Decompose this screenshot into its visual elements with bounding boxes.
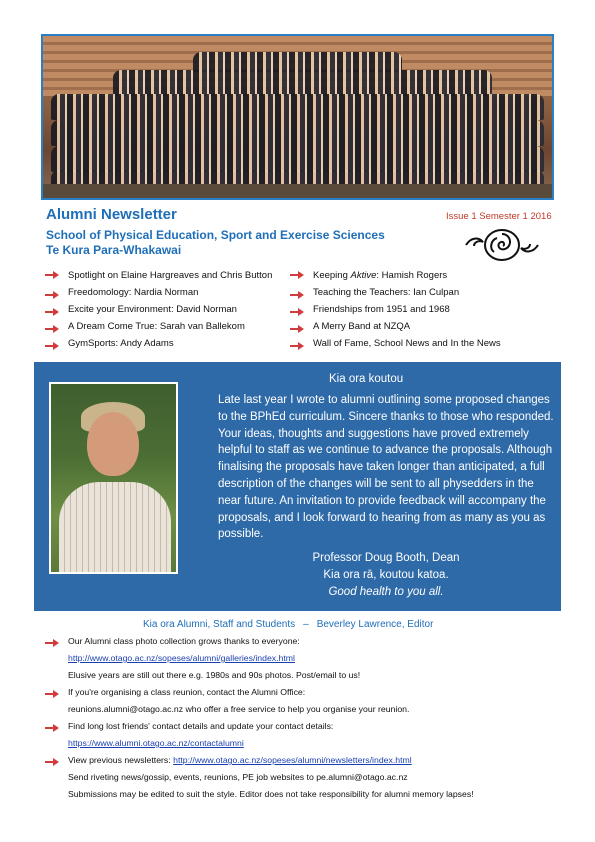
newsletter-title: Alumni Newsletter: [46, 206, 177, 223]
greeting: Kia ora koutou: [329, 373, 404, 385]
red-arrow-icon: [45, 341, 59, 351]
red-arrow-icon: [290, 270, 304, 280]
school-maori-name: Te Kura Para-Whakawai: [46, 243, 182, 257]
note-line: Submissions may be edited to suit the style. Editor does not take responsibility for alumni memory lapses!: [68, 789, 474, 799]
toc-item-keeping-aktive[interactable]: [313, 269, 447, 283]
dean-signature: Professor Doug Booth, Dean: [312, 552, 460, 564]
toc-suffix: : Hamish Rogers: [376, 270, 448, 281]
koru-logo-icon: [463, 228, 541, 262]
toc-item[interactable]: A Merry Band at NZQA: [313, 321, 411, 332]
newsletters-link[interactable]: http://www.otago.ac.nz/sopeses/alumni/newsletters/index.html: [173, 755, 412, 765]
dean-message-body: Late last year I wrote to alumni outlining some proposed changes to the BPhEd curriculum. Sincere thanks to those who responded. Your ideas, thoughts and suggestions have proved extremely helpful to staff as we continue to advance the proposals. Although finalising the proposals have taken longer than anticipated, a full description of the changes will be sent to all physedders in the near future. An invitation to provide feedback will accompany the proposals, and I look forward to hearing from as many as you as possible.: [218, 394, 554, 541]
closing-maori: Kia ora rā, koutou katoa.: [323, 569, 449, 581]
editor-greeting: Kia ora Alumni, Staff and Students: [143, 619, 296, 630]
red-arrow-icon: [45, 757, 59, 767]
crowd-row: [51, 146, 544, 172]
toc-item[interactable]: Wall of Fame, School News and In the News: [313, 338, 501, 349]
red-arrow-icon: [290, 324, 304, 334]
note-prefix: View previous newsletters:: [68, 755, 174, 765]
school-name: School of Physical Education, Sport and Exercise Sciences: [46, 228, 385, 242]
red-arrow-icon: [45, 324, 59, 334]
group-photo: [41, 34, 554, 200]
toc-emphasis: Aktive: [350, 270, 377, 281]
red-arrow-icon: [45, 638, 59, 648]
dean-message-box: [34, 362, 561, 611]
contact-alumni-link[interactable]: https://www.alumni.otago.ac.nz/contactalumni: [68, 738, 244, 748]
issue-label: Issue 1 Semester 1 2016: [446, 211, 552, 222]
toc-prefix: Keeping: [313, 270, 351, 281]
toc-item[interactable]: A Dream Come True: Sarah van Ballekom: [68, 321, 245, 332]
note-line-newsletters: [68, 754, 412, 767]
toc-item[interactable]: Spotlight on Elaine Hargreaves and Chris Button: [68, 270, 273, 281]
red-arrow-icon: [290, 341, 304, 351]
crowd-row: [51, 120, 544, 146]
note-line: reunions.alumni@otago.ac.nz who offer a free service to help you organise your reunion.: [68, 704, 410, 714]
editor-line: [143, 619, 433, 630]
closing-english: Good health to you all.: [328, 586, 444, 598]
crowd-row: [113, 70, 492, 96]
crowd-row: [51, 94, 544, 120]
toc-item[interactable]: Excite your Environment: David Norman: [68, 304, 237, 315]
red-arrow-icon: [290, 290, 304, 300]
note-line: If you're organising a class reunion, contact the Alumni Office:: [68, 687, 306, 697]
red-arrow-icon: [45, 290, 59, 300]
note-line: Elusive years are still out there e.g. 1980s and 90s photos. Post/email to us!: [68, 670, 361, 680]
red-arrow-icon: [45, 307, 59, 317]
red-arrow-icon: [45, 270, 59, 280]
photo-gallery-link[interactable]: http://www.otago.ac.nz/sopeses/alumni/galleries/index.html: [68, 653, 295, 663]
editor-name: Beverley Lawrence, Editor: [316, 619, 434, 630]
toc-item[interactable]: GymSports: Andy Adams: [68, 338, 174, 349]
graduates-crowd: [43, 44, 552, 192]
note-line: Send riveting news/gossip, events, reunions, PE job websites to pe.alumni@otago.ac.nz: [68, 772, 408, 782]
red-arrow-icon: [45, 689, 59, 699]
toc-item[interactable]: Freedomology: Nardia Norman: [68, 287, 199, 298]
portrait-shirt: [59, 482, 171, 574]
dean-portrait: [49, 382, 178, 574]
editor-dash: –: [303, 619, 309, 630]
note-line: Find long lost friends' contact details and update your contact details:: [68, 721, 334, 731]
note-line: Our Alumni class photo collection grows thanks to everyone:: [68, 636, 300, 646]
toc-item[interactable]: Teaching the Teachers: Ian Culpan: [313, 287, 460, 298]
red-arrow-icon: [45, 723, 59, 733]
crowd-row: [193, 52, 402, 72]
portrait-face: [87, 412, 139, 476]
ground: [43, 184, 552, 198]
toc-item[interactable]: Friendships from 1951 and 1968: [313, 304, 450, 315]
red-arrow-icon: [290, 307, 304, 317]
